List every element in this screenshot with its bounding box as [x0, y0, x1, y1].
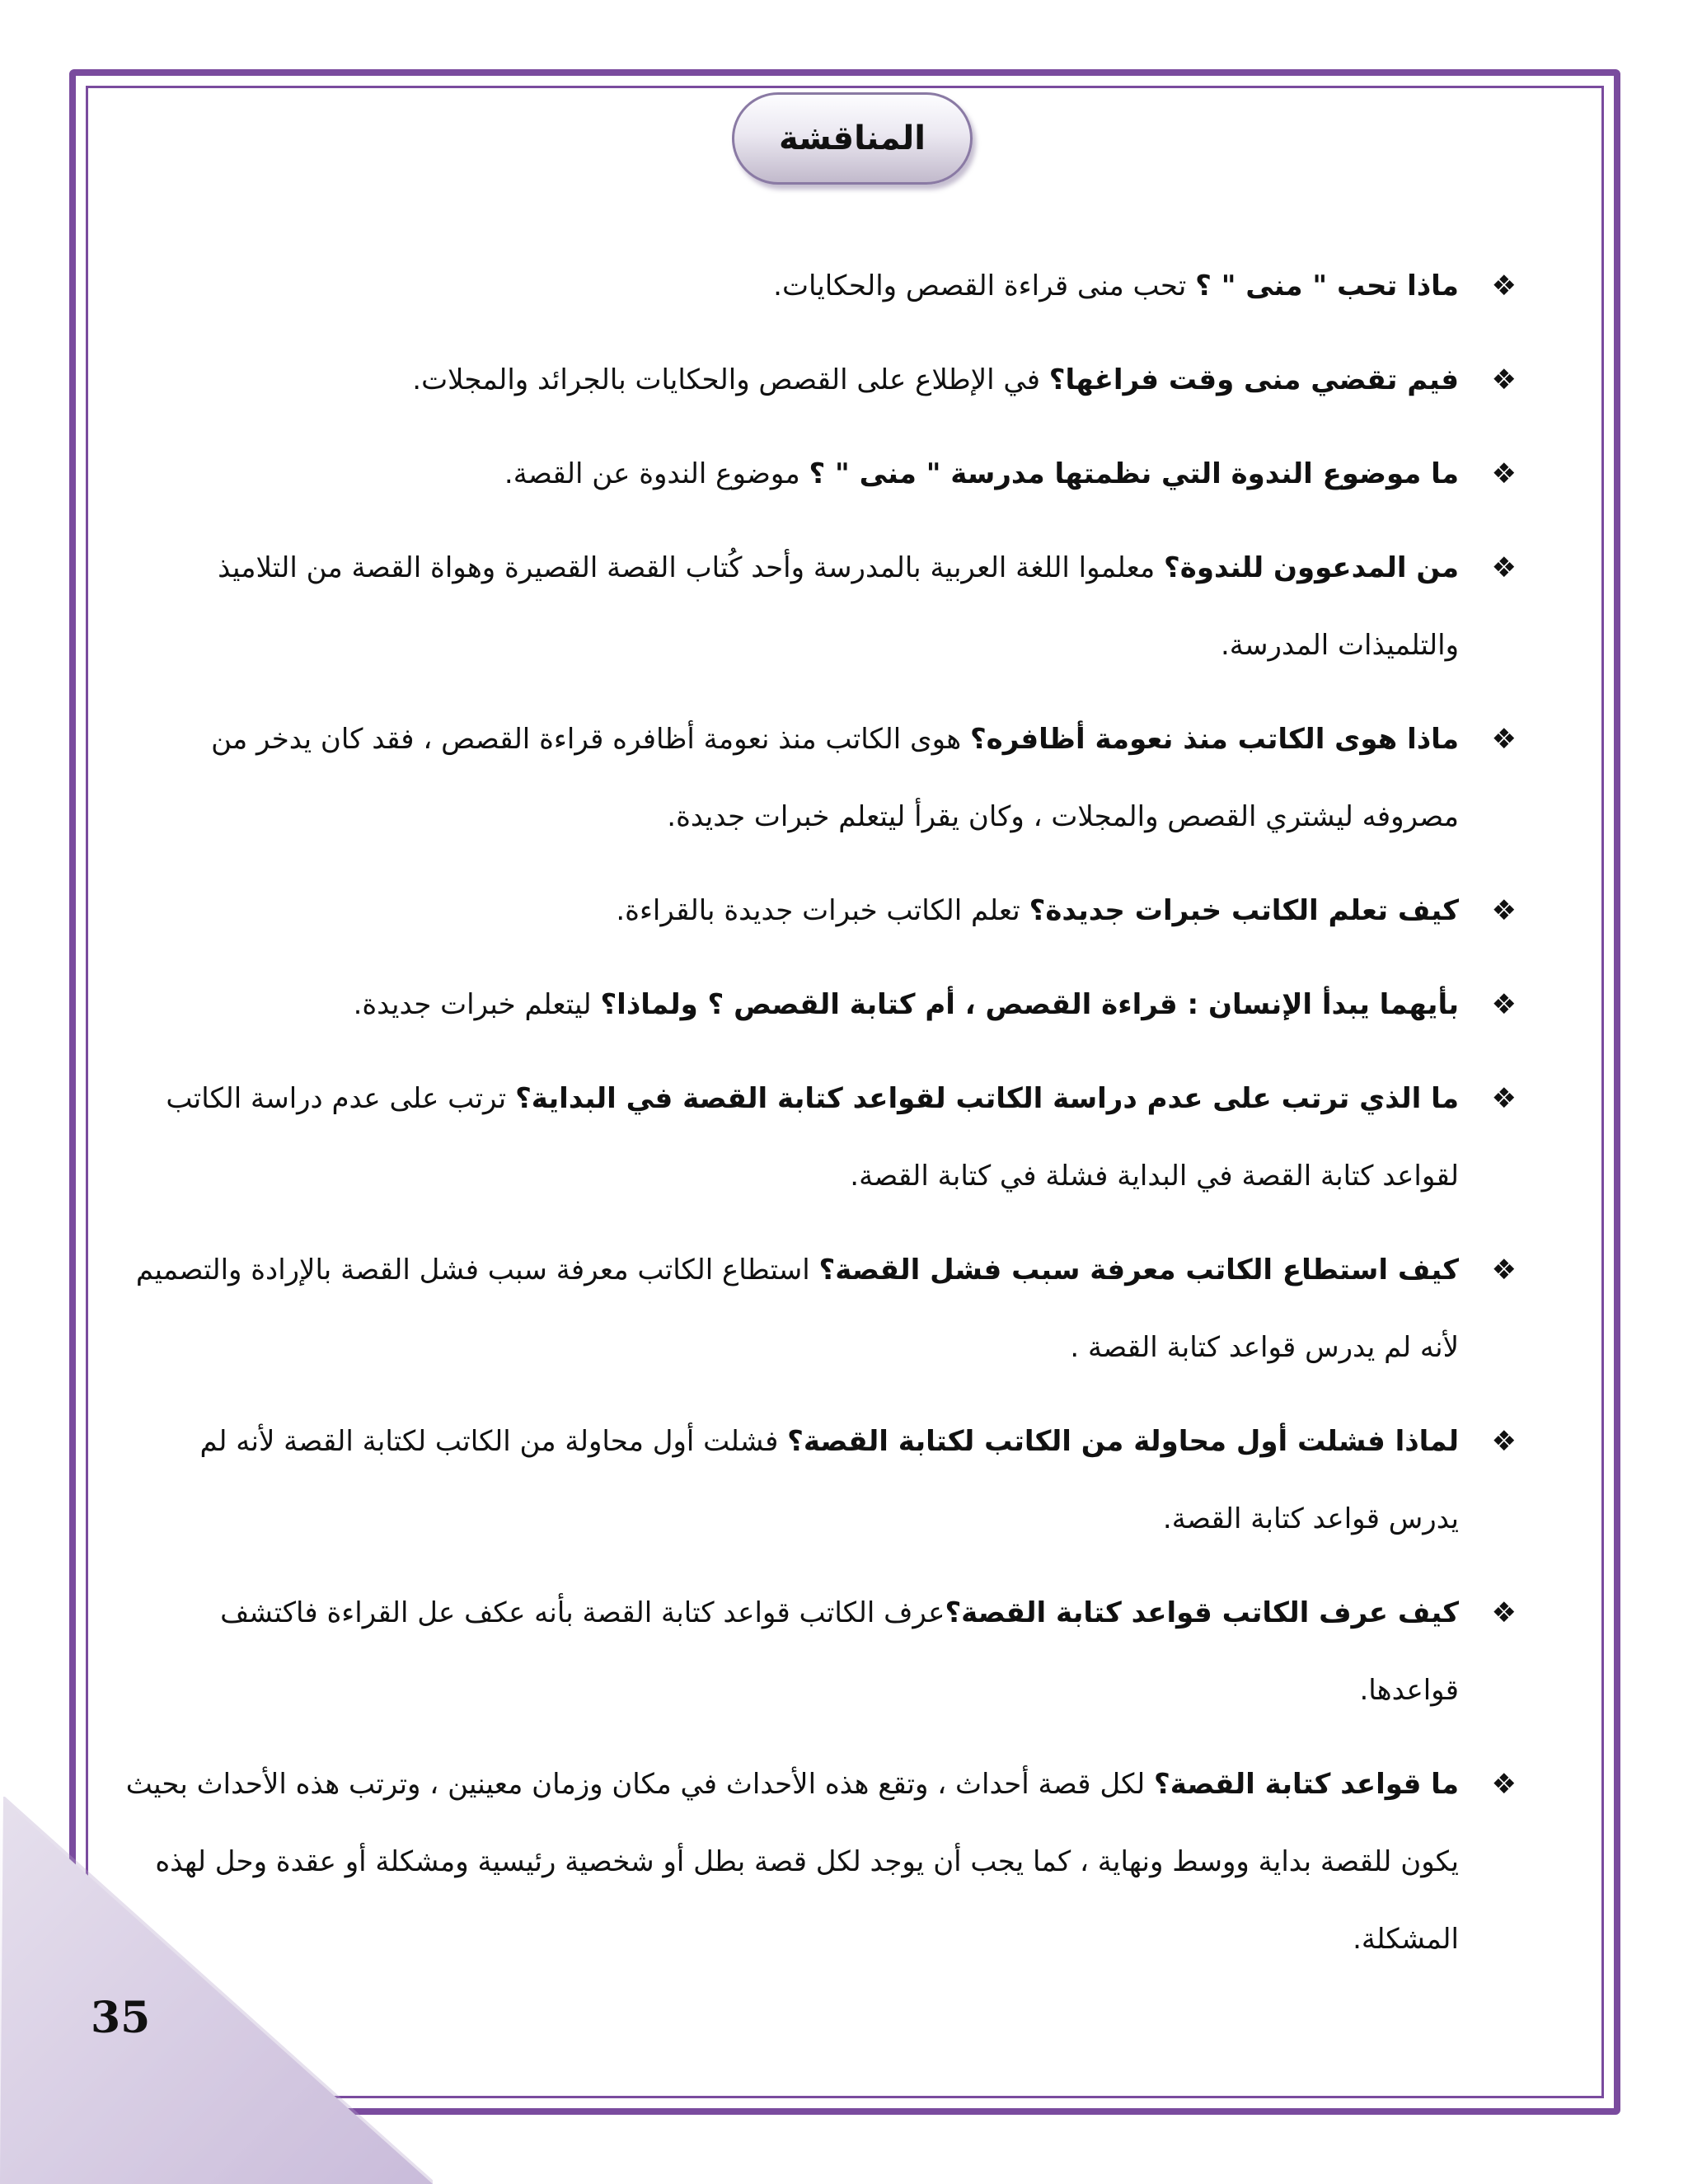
- diamond-bullet-icon: ❖: [1491, 551, 1517, 584]
- question-text: كيف استطاع الكاتب معرفة سبب فشل القصة؟: [818, 1254, 1459, 1286]
- diamond-bullet-icon: ❖: [1491, 269, 1517, 302]
- answer-text: ترتب على عدم دراسة الكاتب لقواعد كتابة القصة في البداية فشلة في كتابة القصة.: [166, 1082, 1459, 1193]
- answer-text: لكل قصة أحداث ، وتقع هذه الأحداث في مكان وزمان معينين ، وترتب هذه الأحداث بحيث يكون للقصة بداية ووسط ونهاية ، كما يجب أن يوجد لكل قصة بطل أو شخصية رئيسية ومشكلة أو عقدة وحل لهذه المشكلة.: [125, 1768, 1459, 1956]
- question-text: ما قواعد كتابة القصة؟: [1154, 1768, 1459, 1801]
- diamond-bullet-icon: ❖: [1491, 1425, 1517, 1458]
- question-text: ما موضوع الندوة التي نظمتها مدرسة " منى " ؟: [809, 457, 1459, 490]
- answer-text: موضوع الندوة عن القصة.: [504, 457, 809, 490]
- discussion-item: [124, 1403, 1517, 1558]
- diamond-bullet-icon: ❖: [1491, 988, 1517, 1021]
- answer-text: ليتعلم خبرات جديدة.: [353, 988, 601, 1021]
- question-text: ماذا تحب " منى " ؟: [1195, 269, 1459, 302]
- section-title-text: المناقشة: [778, 120, 926, 157]
- answer-text: استطاع الكاتب معرفة سبب فشل القصة بالإرادة والتصميم لأنه لم يدرس قواعد كتابة القصة .: [135, 1254, 1459, 1364]
- question-text: ماذا هوى الكاتب منذ نعومة أظافره؟: [969, 723, 1459, 756]
- diamond-bullet-icon: ❖: [1491, 1596, 1517, 1629]
- diamond-bullet-icon: ❖: [1491, 457, 1517, 490]
- question-text: ما الذي ترتب على عدم دراسة الكاتب لقواعد كتابة القصة في البداية؟: [515, 1082, 1459, 1115]
- discussion-item: [124, 435, 1517, 513]
- discussion-item: [124, 701, 1517, 855]
- diamond-bullet-icon: ❖: [1491, 363, 1517, 396]
- question-text: من المدعوون للندوة؟: [1164, 551, 1459, 584]
- answer-text: تعلم الكاتب خبرات جديدة بالقراءة.: [616, 894, 1029, 927]
- answer-text: معلموا اللغة العربية بالمدرسة وأحد كُتاب القصة القصيرة وهواة القصة من التلاميذ والتلميذات المدرسة.: [218, 551, 1459, 662]
- question-text: فيم تقضي منى وقت فراغها؟: [1048, 363, 1459, 396]
- discussion-item: [124, 966, 1517, 1043]
- diamond-bullet-icon: ❖: [1491, 1254, 1517, 1286]
- section-title: [732, 92, 973, 185]
- discussion-item: [124, 341, 1517, 419]
- question-text: كيف تعلم الكاتب خبرات جديدة؟: [1029, 894, 1459, 927]
- diamond-bullet-icon: ❖: [1491, 1082, 1517, 1115]
- answer-text: عرف الكاتب قواعد كتابة القصة بأنه عكف عل القراءة فاكتشف قواعدها.: [220, 1596, 1459, 1707]
- page-number: 35: [91, 1993, 151, 2043]
- diamond-bullet-icon: ❖: [1491, 1768, 1517, 1801]
- answer-text: تحب منى قراءة القصص والحكايات.: [773, 269, 1196, 302]
- discussion-list: [124, 247, 1517, 1994]
- question-text: كيف عرف الكاتب قواعد كتابة القصة؟: [945, 1596, 1459, 1629]
- diamond-bullet-icon: ❖: [1491, 894, 1517, 927]
- discussion-item: [124, 1231, 1517, 1386]
- answer-text: في الإطلاع على القصص والحكايات بالجرائد والمجلات.: [412, 363, 1049, 396]
- discussion-item: [124, 529, 1517, 684]
- discussion-item: [124, 1746, 1517, 1978]
- diamond-bullet-icon: ❖: [1491, 723, 1517, 756]
- discussion-item: [124, 247, 1517, 325]
- discussion-item: [124, 1574, 1517, 1729]
- answer-text: فشلت أول محاولة من الكاتب لكتابة القصة لأنه لم يدرس قواعد كتابة القصة.: [199, 1425, 1459, 1535]
- question-text: بأيهما يبدأ الإنسان : قراءة القصص ، أم كتابة القصص ؟ ولماذا؟: [600, 988, 1459, 1021]
- question-text: لماذا فشلت أول محاولة من الكاتب لكتابة القصة؟: [787, 1425, 1459, 1458]
- answer-text: هوى الكاتب منذ نعومة أظافره قراءة القصص ، فقد كان يدخر من مصروفه ليشتري القصص والمجلات ، وكان يقرأ ليتعلم خبرات جديدة.: [211, 723, 1459, 833]
- discussion-item: [124, 872, 1517, 949]
- discussion-item: [124, 1060, 1517, 1215]
